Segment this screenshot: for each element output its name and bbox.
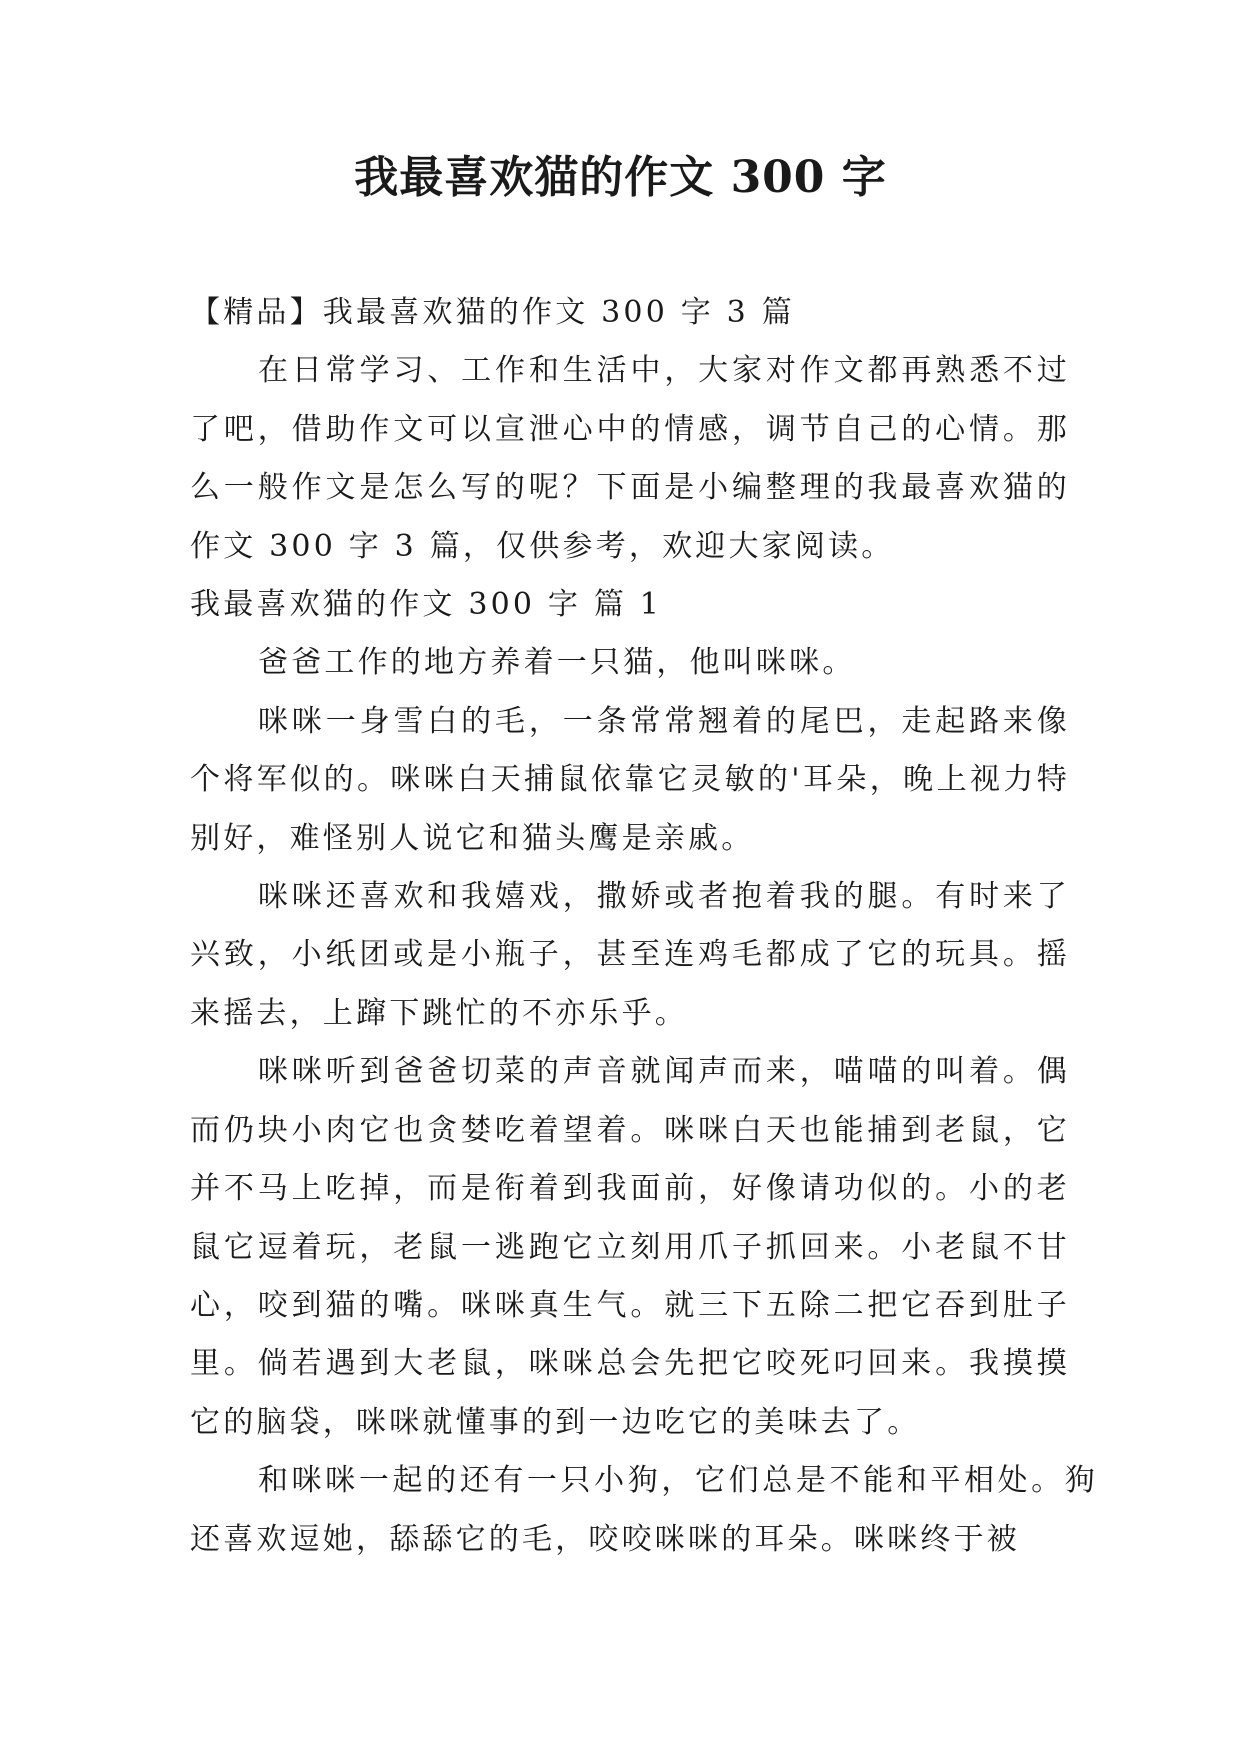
body-paragraph: 和咪咪一起的还有一只小狗，它们总是不能和平相处。狗还喜欢逗她，舔舔它的毛，咬咬咪咪的耳朵。咪咪终于被: [190, 1463, 1098, 1557]
document-title: 我最喜欢猫的作文 300 字: [354, 152, 887, 203]
body-paragraph: 咪咪还喜欢和我嬉戏，撒娇或者抱着我的腿。有时来了兴致，小纸团或是小瓶子，甚至连鸡毛都成了它的玩具。摇来摇去，上蹿下跳忙的不亦乐乎。: [190, 879, 1070, 1031]
body-paragraph: 咪咪听到爸爸切菜的声音就闻声而来，喵喵的叫着。偶而仍块小肉它也贪婪吃着望着。咪咪白天也能捕到老鼠，它并不马上吃掉，而是衔着到我面前，好像请功似的。小的老鼠它逗着玩，老鼠一逃跑它立刻用爪子抓回来。小老鼠不甘心，咬到猫的嘴。咪咪真生气。就三下五除二把它吞到肚子里。倘若遇到大老鼠，咪咪总会先把它咬死叼回来。我摸摸它的脑袋，咪咪就懂事的到一边吃它的美味去了。: [190, 1054, 1070, 1440]
document-body: [190, 284, 1098, 1569]
document-subtitle: 【精品】我最喜欢猫的作文 300 字 3 篇: [190, 295, 795, 330]
section-heading: 我最喜欢猫的作文 300 字 篇 1: [190, 587, 663, 623]
intro-paragraph: 在日常学习、工作和生活中，大家对作文都再熟悉不过了吧，借助作文可以宣泄心中的情感，调节自己的心情。那么一般作文是怎么写的呢？下面是小编整理的我最喜欢猫的作文 300 字 3 篇，仅供参考，欢迎大家阅读。: [190, 353, 1070, 564]
body-paragraph: 咪咪一身雪白的毛，一条常常翘着的尾巴，走起路来像个将军似的。咪咪白天捕鼠依靠它灵敏的'耳朵，晚上视力特别好，难怪别人说它和猫头鹰是亲戚。: [190, 703, 1070, 856]
body-paragraph: 爸爸工作的地方养着一只猫，他叫咪咪。: [258, 645, 856, 681]
